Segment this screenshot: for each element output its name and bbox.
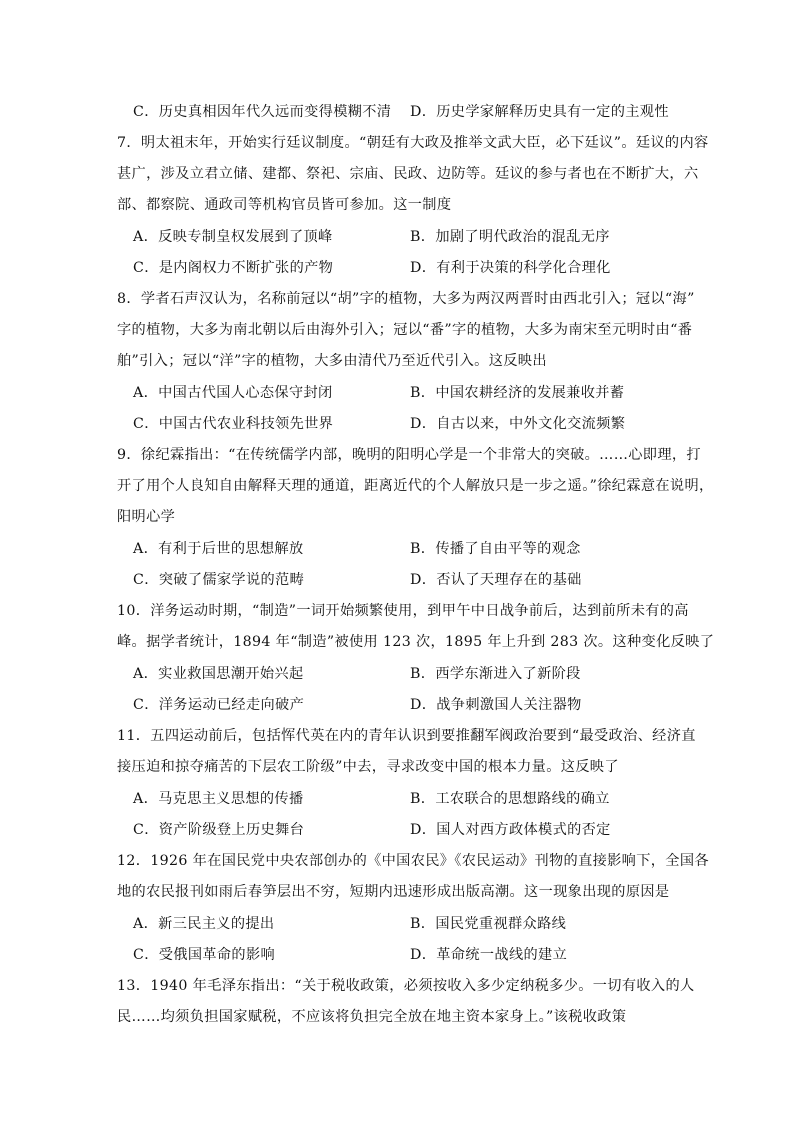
q7-stem-line-2: 甚广，涉及立君立储、建都、祭祀、宗庙、民政、边防等。廷议的参与者也在不断扩大，六 (117, 166, 699, 182)
q6-option-d: D．历史学家解释历史具有一定的主观性 (410, 104, 669, 120)
q13-stem-line-1: 13．1940 年毛泽东指出：“关于税收政策，必须按收入多少定纳税多少。一切有收入的人 (117, 978, 695, 994)
q11-option-c: C．资产阶级登上历史舞台 (133, 822, 305, 838)
q10-stem-line-2: 峰。据学者统计，1894 年“制造”被使用 123 次，1895 年上升到 283 次。这种变化反映了 (117, 634, 715, 650)
q8-option-a: A．中国古代国人心态保守封闭 (133, 385, 333, 401)
q12-option-d: D．革命统一战线的建立 (410, 947, 568, 963)
q8-stem-line-1: 8．学者石声汉认为，名称前冠以“胡”字的植物，大多为两汉两晋时由西北引入；冠以“海” (117, 291, 695, 307)
q9-stem-line-3: 阳明心学 (117, 509, 176, 525)
q9-option-a: A．有利于后世的思想解放 (133, 541, 304, 557)
q10-option-a: A．实业救国思潮开始兴起 (133, 666, 304, 682)
q7-stem-line-3: 部、都察院、通政司等机构官员皆可参加。这一制度 (117, 197, 452, 213)
q7-option-c: C．是内阁权力不断扩张的产物 (133, 260, 334, 276)
q11-option-a: A．马克思主义思想的传播 (133, 791, 304, 807)
q8-stem-line-3: 舶”引入；冠以“洋”字的植物，大多由清代乃至近代引入。这反映出 (117, 353, 547, 369)
q11-stem-line-2: 接压迫和掠夺痛苦的下层农工阶级”中去，寻求改变中国的根本力量。这反映了 (117, 759, 619, 775)
q12-stem-line-1: 12．1926 年在国民党中央农部创办的《中国农民》《农民运动》刊物的直接影响下，全国各 (117, 853, 709, 869)
q10-option-d: D．战争刺激国人关注器物 (410, 697, 582, 713)
q9-option-c: C．突破了儒家学说的范畴 (133, 572, 305, 588)
q9-option-b: B．传播了自由平等的观念 (410, 541, 581, 557)
q11-option-d: D．国人对西方政体模式的否定 (410, 822, 611, 838)
q7-option-d: D．有利于决策的科学化合理化 (410, 260, 611, 276)
q9-stem-line-2: 开了用个人良知自由解释天理的通道，距离近代的个人解放只是一步之遥。”徐纪霖意在说明， (117, 478, 714, 494)
q7-stem-line-1: 7．明太祖末年，开始实行廷议制度。“朝廷有大政及推举文武大臣，必下廷议”。廷议的内容 (117, 135, 709, 151)
q8-option-d: D．自古以来，中外文化交流频繁 (410, 416, 626, 432)
q10-option-c: C．洋务运动已经走向破产 (133, 697, 305, 713)
q7-option-a: A．反映专制皇权发展到了顶峰 (133, 229, 333, 245)
q11-stem-line-1: 11．五四运动前后，包括恽代英在内的青年认识到要推翻军阀政治要到“最受政治、经济直 (117, 728, 696, 744)
q8-option-c: C．中国古代农业科技领先世界 (133, 416, 334, 432)
q7-option-b: B．加剧了明代政治的混乱无序 (410, 229, 610, 245)
q12-option-b: B．国民党重视群众路线 (410, 916, 567, 932)
q9-option-d: D．否认了天理存在的基础 (410, 572, 582, 588)
q6-option-c: C．历史真相因年代久远而变得模糊不清 (133, 104, 392, 120)
q9-stem-line-1: 9．徐纪霖指出：“在传统儒学内部，晚明的阳明心学是一个非常大的突破。……心即理，打 (117, 447, 701, 463)
q10-stem-line-1: 10．洋务运动时期，“制造”一词开始频繁使用，到甲午中日战争前后，达到前所未有的高 (117, 603, 689, 619)
q10-option-b: B．西学东渐进入了新阶段 (410, 666, 581, 682)
q8-stem-line-2: 字的植物，大多为南北朝以后由海外引入；冠以“番”字的植物，大多为南宋至元明时由“番 (117, 322, 693, 338)
q11-option-b: B．工农联合的思想路线的确立 (410, 791, 610, 807)
q12-option-c: C．受俄国革命的影响 (133, 947, 276, 963)
q13-stem-line-2: 民……均须负担国家赋税，不应该将负担完全放在地主资本家身上。”该税收政策 (117, 1009, 627, 1025)
q8-option-b: B．中国农耕经济的发展兼收并蓄 (410, 385, 625, 401)
q12-stem-line-2: 地的农民报刊如雨后春笋层出不穷，短期内迅速形成出版高潮。这一现象出现的原因是 (117, 884, 670, 900)
q12-option-a: A．新三民主义的提出 (133, 916, 275, 932)
